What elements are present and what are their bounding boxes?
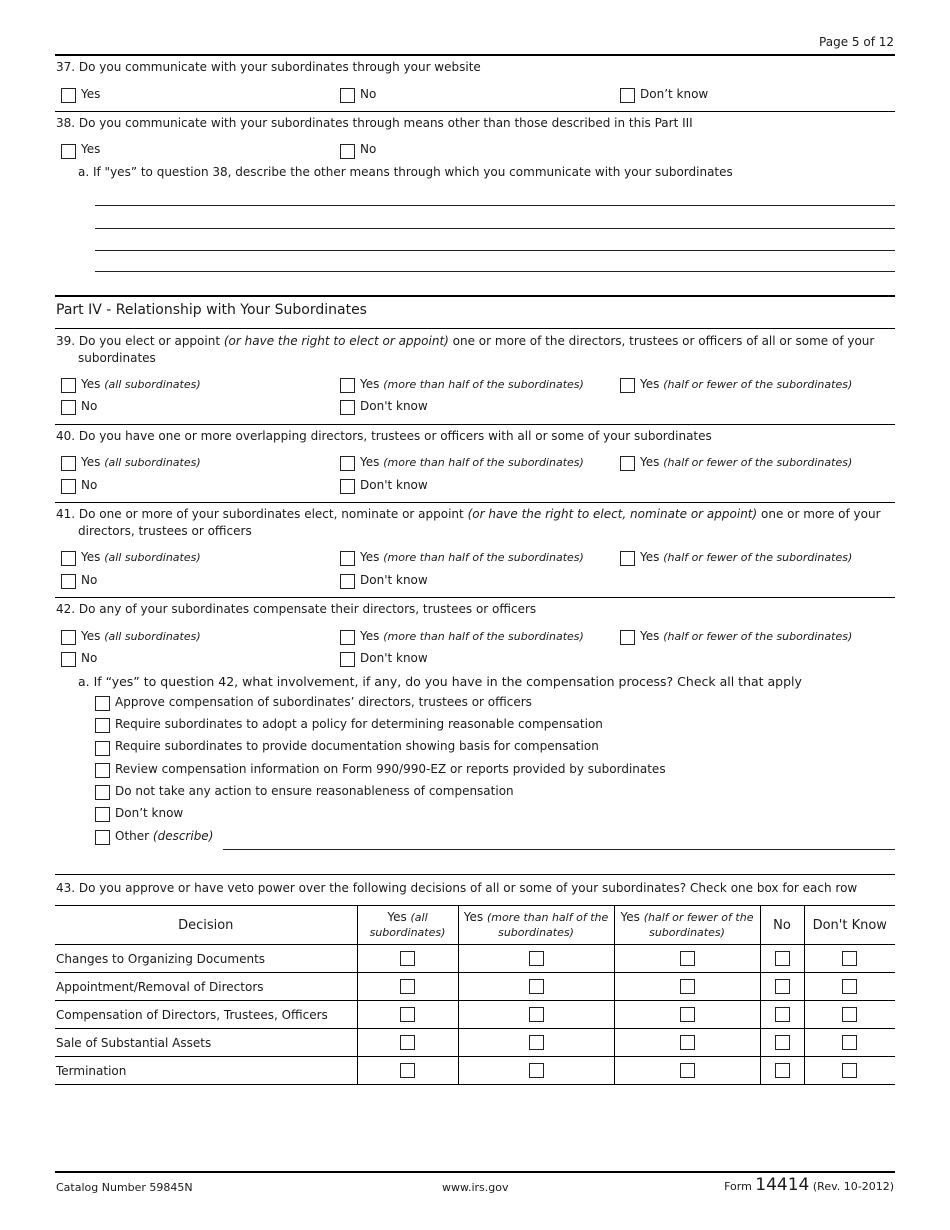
footer-rule — [55, 1171, 895, 1173]
decision-label: Termination — [55, 1057, 357, 1085]
col-yes-half: Yes (half or fewer of the subordinates) — [614, 906, 760, 945]
q43-yes-half-checkbox[interactable] — [680, 1007, 695, 1022]
q40-yes-half-checkbox[interactable] — [620, 456, 635, 471]
q42a-choice-label: Require subordinates to provide documentation showing basis for compensation — [115, 739, 599, 753]
q38a-write-line-1[interactable] — [95, 205, 895, 206]
q43-yes-more-checkbox[interactable] — [529, 951, 544, 966]
table-row — [55, 973, 895, 1001]
q40-yes-all-checkbox[interactable] — [61, 456, 76, 471]
q42-yes-half-checkbox[interactable] — [620, 630, 635, 645]
question-43: 43. Do you approve or have veto power over the following decisions of all or some of your subordinates? Check one box for each row — [56, 881, 858, 895]
q38a-write-line-2[interactable] — [95, 228, 895, 229]
q43-yes-more-checkbox[interactable] — [529, 979, 544, 994]
q42a-choice-checkbox[interactable] — [95, 696, 110, 711]
part-iv-title: Part IV - Relationship with Your Subordinates — [56, 302, 367, 318]
q43-yes-half-checkbox[interactable] — [680, 979, 695, 994]
q39-rest: one or more of the directors, trustees or officers of all or some of your — [448, 334, 875, 348]
q39-yes-more-label: Yes (more than half of the subordinates) — [360, 377, 584, 391]
q42a-choice-checkbox[interactable] — [95, 785, 110, 800]
q41-yes-half-label: Yes (half or fewer of the subordinates) — [640, 550, 853, 564]
q37-yes-checkbox[interactable] — [61, 88, 76, 103]
table-header-row — [55, 906, 895, 945]
q42-dont-know-label: Don't know — [360, 651, 428, 665]
divider — [55, 424, 895, 425]
q40-no-checkbox[interactable] — [61, 479, 76, 494]
page-number: Page 5 of 12 — [819, 35, 894, 49]
q42-dont-know-checkbox[interactable] — [340, 652, 355, 667]
q43-yes-half-checkbox[interactable] — [680, 951, 695, 966]
q40-no-label: No — [81, 478, 98, 492]
q43-no-checkbox[interactable] — [775, 1035, 790, 1050]
q41-dont-know-label: Don't know — [360, 573, 428, 587]
q42a-choice-checkbox[interactable] — [95, 763, 110, 778]
q40-dont-know-label: Don't know — [360, 478, 428, 492]
q39-yes-all-checkbox[interactable] — [61, 378, 76, 393]
question-37: 37. Do you communicate with your subordinates through your website — [56, 60, 481, 74]
q42a-other-write-line[interactable] — [223, 849, 895, 850]
q40-yes-all-label: Yes (all subordinates) — [81, 455, 201, 469]
col-decision: Decision — [55, 906, 357, 945]
q42a-choice-checkbox[interactable] — [95, 718, 110, 733]
form-number: 14414 — [755, 1175, 810, 1195]
part-rule — [55, 295, 895, 297]
q42a-choice-label: Do not take any action to ensure reasonableness of compensation — [115, 784, 514, 798]
q41-yes-half-checkbox[interactable] — [620, 551, 635, 566]
q41-no-label: No — [81, 573, 98, 587]
form-id: Form 14414 (Rev. 10-2012) — [724, 1175, 894, 1195]
table-row — [55, 945, 895, 973]
q39-yes-all-label: Yes (all subordinates) — [81, 377, 201, 391]
question-42: 42. Do any of your subordinates compensate their directors, trustees or officers — [56, 602, 537, 616]
q42a-choice-label: Require subordinates to adopt a policy for determining reasonable compensation — [115, 717, 603, 731]
decision-label: Changes to Organizing Documents — [55, 945, 357, 973]
q38-no-checkbox[interactable] — [340, 144, 355, 159]
q39-text: 39. Do you elect or appoint — [56, 334, 224, 348]
top-rule — [55, 54, 895, 56]
q38-yes-label: Yes — [81, 142, 101, 156]
q42-no-label: No — [81, 651, 98, 665]
q43-yes-all-checkbox[interactable] — [400, 1063, 415, 1078]
q41-yes-all-label: Yes (all subordinates) — [81, 550, 201, 564]
q43-yes-all-checkbox[interactable] — [400, 951, 415, 966]
q39-italic: (or have the right to elect or appoint) — [223, 334, 449, 348]
q38-no-label: No — [360, 142, 377, 156]
q43-yes-more-checkbox[interactable] — [529, 1063, 544, 1078]
divider — [55, 874, 895, 875]
q43-yes-all-checkbox[interactable] — [400, 1035, 415, 1050]
q42a-other-checkbox[interactable] — [95, 830, 110, 845]
q39-no-checkbox[interactable] — [61, 400, 76, 415]
decision-label: Appointment/Removal of Directors — [55, 973, 357, 1001]
q39-yes-half-checkbox[interactable] — [620, 378, 635, 393]
q39-dont-know-checkbox[interactable] — [340, 400, 355, 415]
question-39 — [56, 333, 894, 367]
table-row — [55, 1029, 895, 1057]
q43-dont-know-checkbox[interactable] — [842, 979, 857, 994]
divider — [55, 597, 895, 598]
question-38a: a. If "yes” to question 38, describe the other means through which you communicate with your subordinates — [78, 165, 733, 179]
q41-yes-more-checkbox[interactable] — [340, 551, 355, 566]
col-dont-know: Don't Know — [804, 906, 895, 945]
q43-no-checkbox[interactable] — [775, 951, 790, 966]
q40-yes-more-checkbox[interactable] — [340, 456, 355, 471]
q42a-choice-checkbox[interactable] — [95, 741, 110, 756]
q42a-other-label: Other (describe) — [115, 829, 214, 843]
q38-yes-checkbox[interactable] — [61, 144, 76, 159]
decision-label: Sale of Substantial Assets — [55, 1029, 357, 1057]
divider — [55, 502, 895, 503]
q43-yes-all-checkbox[interactable] — [400, 1007, 415, 1022]
q43-dont-know-checkbox[interactable] — [842, 1035, 857, 1050]
q39-cont: subordinates — [78, 351, 156, 365]
q42a-choice-label: Review compensation information on Form 990/990-EZ or reports provided by subordinates — [115, 762, 666, 776]
q40-yes-half-label: Yes (half or fewer of the subordinates) — [640, 455, 853, 469]
divider — [55, 328, 895, 329]
q37-no-checkbox[interactable] — [340, 88, 355, 103]
q42-yes-more-label: Yes (more than half of the subordinates) — [360, 629, 584, 643]
q43-dont-know-checkbox[interactable] — [842, 951, 857, 966]
q42-yes-more-checkbox[interactable] — [340, 630, 355, 645]
q39-yes-more-checkbox[interactable] — [340, 378, 355, 393]
q40-dont-know-checkbox[interactable] — [340, 479, 355, 494]
q43-yes-half-checkbox[interactable] — [680, 1035, 695, 1050]
question-41 — [56, 506, 894, 540]
q43-yes-all-checkbox[interactable] — [400, 979, 415, 994]
q43-no-checkbox[interactable] — [775, 1007, 790, 1022]
col-yes-all: Yes (all subordinates) — [357, 906, 458, 945]
q41-rest: one or more of your — [757, 507, 881, 521]
q42a-choice-checkbox[interactable] — [95, 807, 110, 822]
q42a-choice-label: Approve compensation of subordinates’ directors, trustees or officers — [115, 695, 532, 709]
col-yes-more: Yes (more than half of the subordinates) — [458, 906, 614, 945]
catalog-number: Catalog Number 59845N — [56, 1181, 193, 1194]
q39-dont-know-label: Don't know — [360, 399, 428, 413]
q43-yes-half-checkbox[interactable] — [680, 1063, 695, 1078]
q41-yes-all-checkbox[interactable] — [61, 551, 76, 566]
q41-italic: (or have the right to elect, nominate or appoint) — [467, 507, 758, 521]
q38a-write-line-3[interactable] — [95, 250, 895, 251]
q43-dont-know-checkbox[interactable] — [842, 1007, 857, 1022]
q41-cont: directors, trustees or officers — [78, 524, 252, 538]
q40-yes-more-label: Yes (more than half of the subordinates) — [360, 455, 584, 469]
decision-label: Compensation of Directors, Trustees, Officers — [55, 1001, 357, 1029]
q42-yes-all-label: Yes (all subordinates) — [81, 629, 201, 643]
q43-no-checkbox[interactable] — [775, 979, 790, 994]
question-40: 40. Do you have one or more overlapping directors, trustees or officers with all or some of your subordinates — [56, 429, 712, 443]
q42-yes-all-checkbox[interactable] — [61, 630, 76, 645]
q38a-write-line-4[interactable] — [95, 271, 895, 272]
q39-yes-half-label: Yes (half or fewer of the subordinates) — [640, 377, 853, 391]
q43-no-checkbox[interactable] — [775, 1063, 790, 1078]
q42-no-checkbox[interactable] — [61, 652, 76, 667]
website: www.irs.gov — [442, 1181, 509, 1194]
q41-text: 41. Do one or more of your subordinates elect, nominate or appoint — [56, 507, 468, 521]
q43-yes-more-checkbox[interactable] — [529, 1035, 544, 1050]
q37-dont-know-checkbox[interactable] — [620, 88, 635, 103]
q42-yes-half-label: Yes (half or fewer of the subordinates) — [640, 629, 853, 643]
q37-yes-label: Yes — [81, 87, 101, 101]
col-no: No — [760, 906, 804, 945]
question-42a: a. If “yes” to question 42, what involvement, if any, do you have in the compensation process? Check all that apply — [78, 674, 802, 689]
q43-yes-more-checkbox[interactable] — [529, 1007, 544, 1022]
q43-dont-know-checkbox[interactable] — [842, 1063, 857, 1078]
table-row — [55, 1057, 895, 1085]
table-row — [55, 1001, 895, 1029]
q37-no-label: No — [360, 87, 377, 101]
q41-yes-more-label: Yes (more than half of the subordinates) — [360, 550, 584, 564]
question-38: 38. Do you communicate with your subordinates through means other than those described in this Part III — [56, 116, 693, 130]
q42a-choice-label: Don’t know — [115, 806, 184, 820]
q41-no-checkbox[interactable] — [61, 574, 76, 589]
q41-dont-know-checkbox[interactable] — [340, 574, 355, 589]
divider — [55, 111, 895, 112]
q39-no-label: No — [81, 399, 98, 413]
q43-decision-table — [55, 905, 895, 1085]
q37-dont-know-label: Don’t know — [640, 87, 709, 101]
